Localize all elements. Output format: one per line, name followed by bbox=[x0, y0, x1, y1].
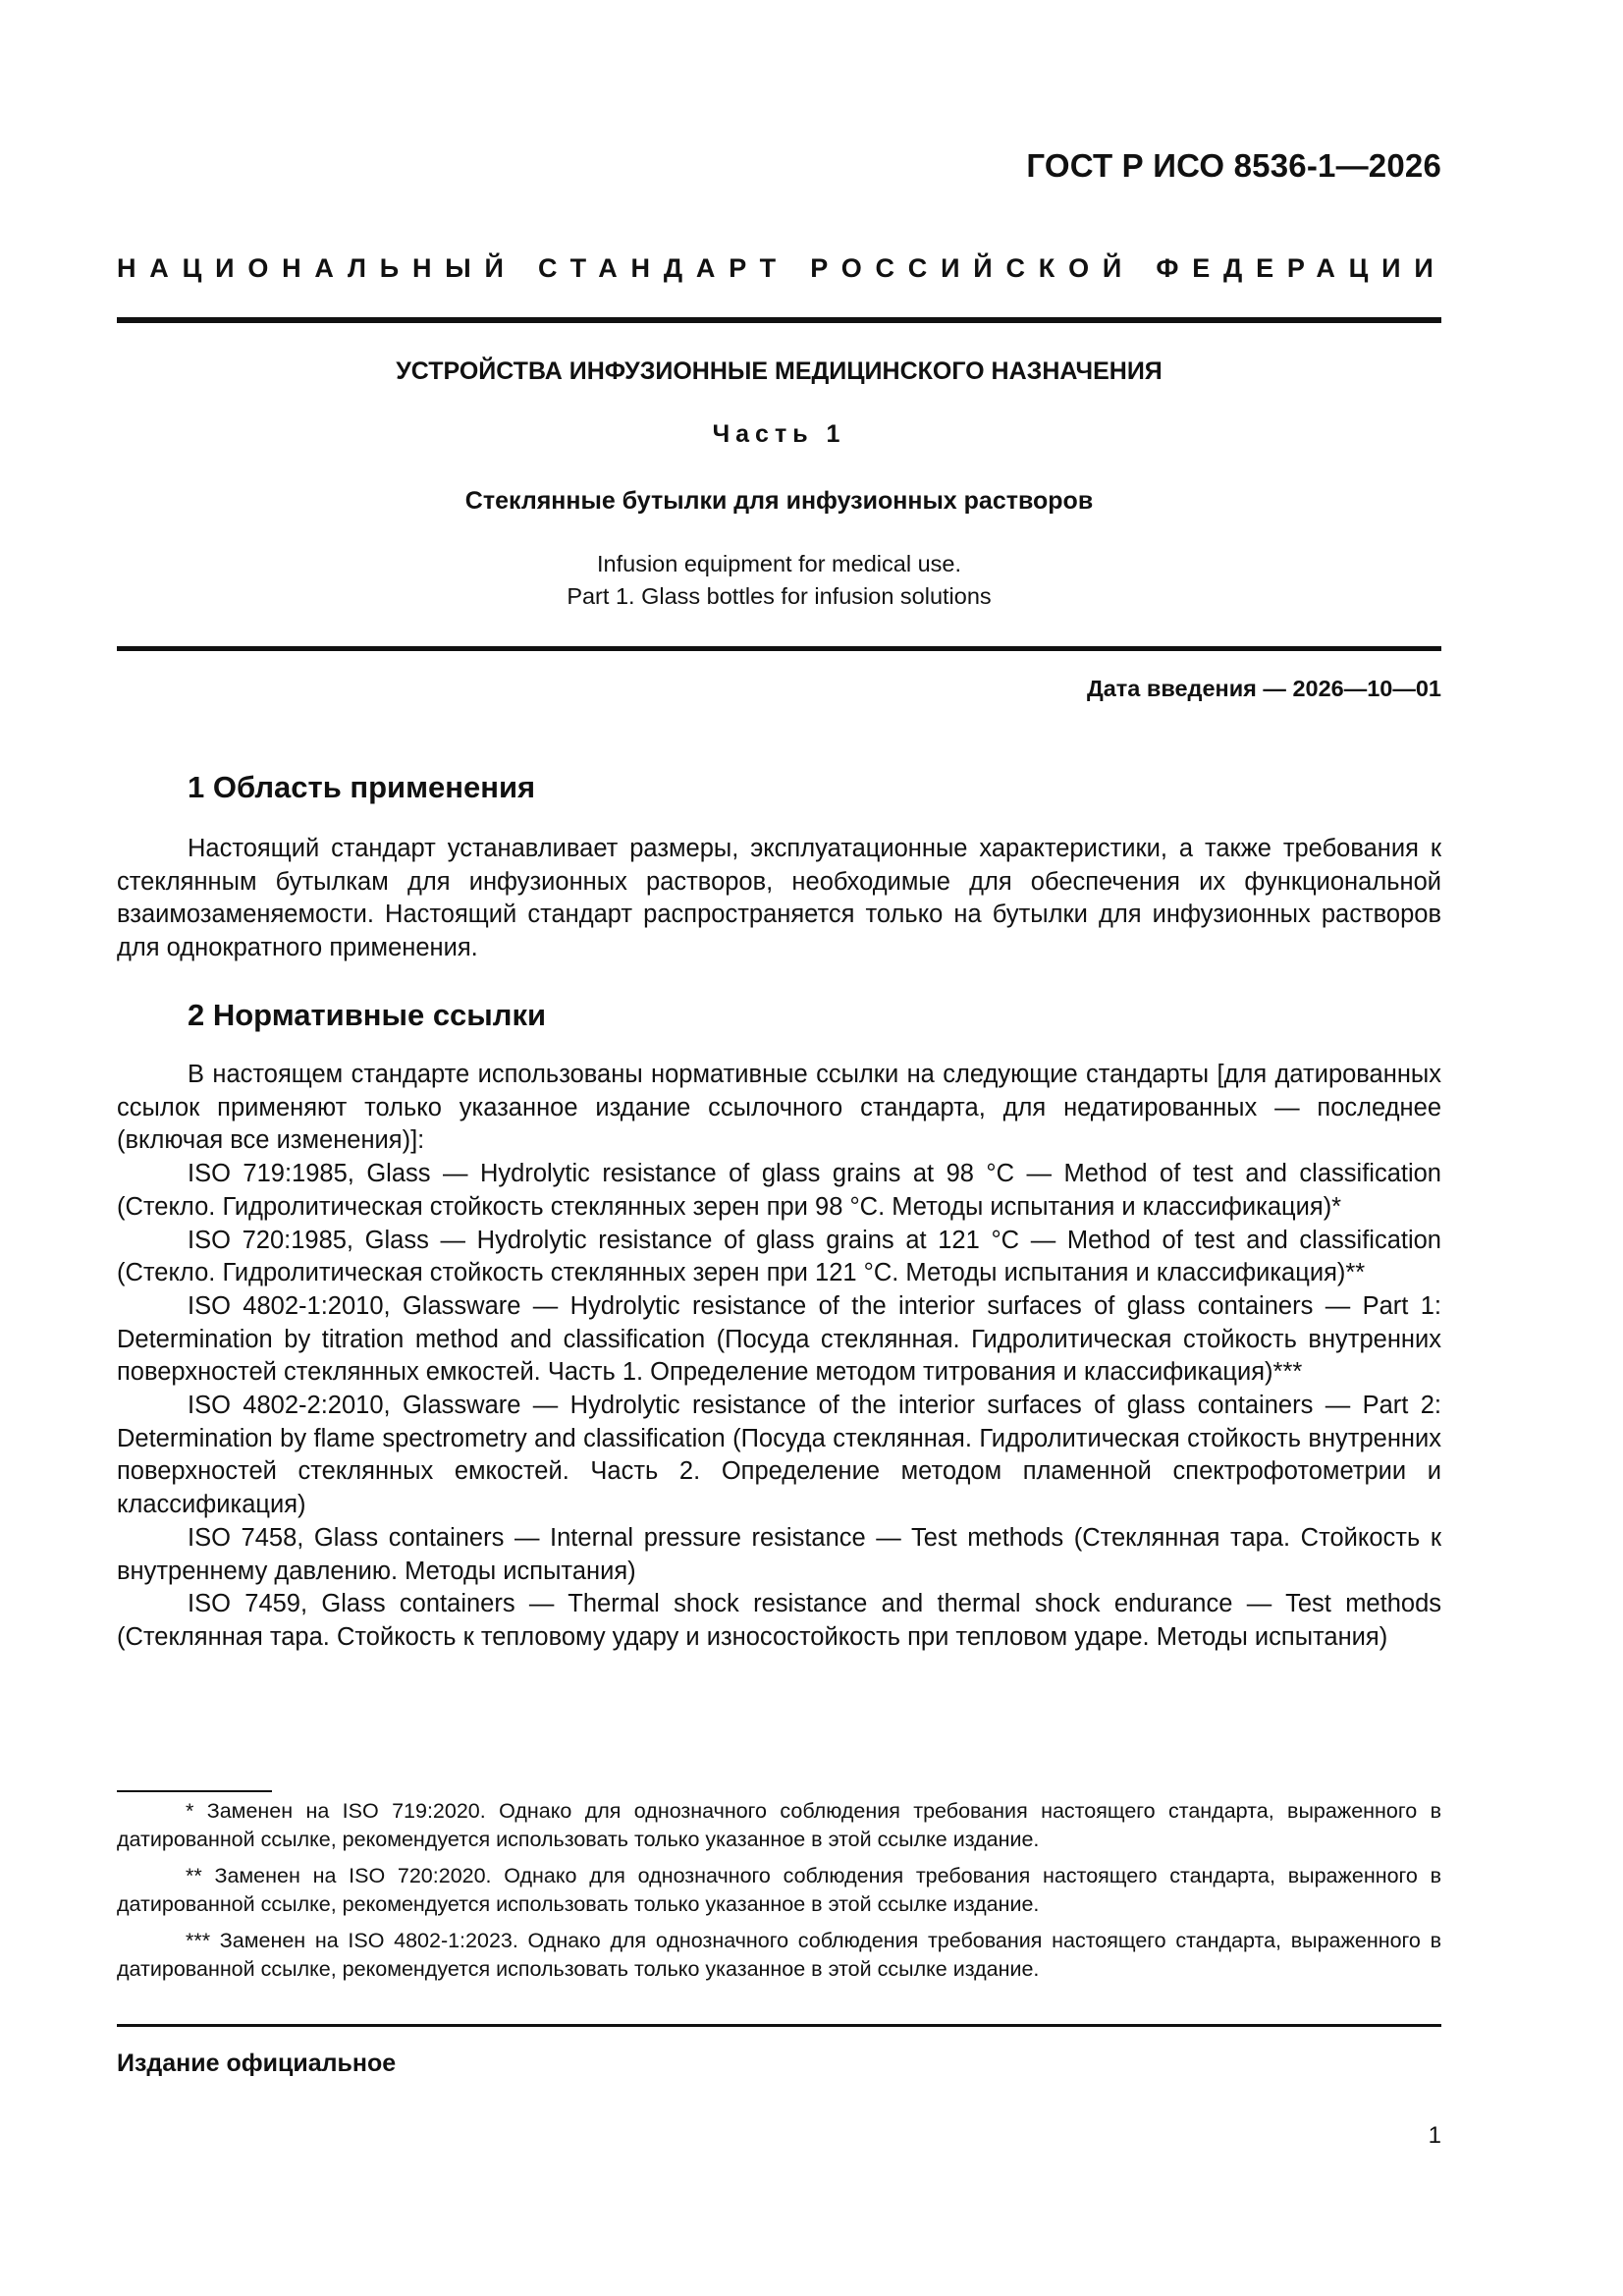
reference-item: ISO 719:1985, Glass — Hydrolytic resistance of glass grains at 98 °C — Method of test and classification (Стекло. Гидролитическая стойкость стеклянных зерен при 98 °С. Методы испытания и классификация)* bbox=[117, 1160, 1441, 1221]
footnote: ** Заменен на ISO 720:2020. Однако для однозначного соблюдения требования настоящего стандарта, выраженного в датированной ссылке, рекомендуется использовать только указанное в этой ссылке издание. bbox=[117, 1864, 1441, 1916]
footnote-separator bbox=[117, 1790, 272, 1792]
normative-references-body bbox=[117, 1059, 1441, 1655]
document-code: ГОСТ Р ИСО 8536-1—2026 bbox=[1026, 147, 1441, 184]
english-title-line-2: Part 1. Glass bottles for infusion solutions bbox=[567, 583, 992, 609]
reference-item: ISO 7459, Glass containers — Thermal shock resistance and thermal shock endurance — Test methods (Стеклянная тара. Стойкость к тепловому удару и износостойкость при тепловом ударе. Методы испытания) bbox=[117, 1590, 1441, 1651]
section-heading-normative-references: 2 Нормативные ссылки bbox=[188, 998, 547, 1032]
footer-divider bbox=[117, 2024, 1441, 2027]
section-heading-scope: 1 Область применения bbox=[188, 770, 536, 804]
english-title-line-1: Infusion equipment for medical use. bbox=[597, 551, 961, 576]
english-title bbox=[117, 548, 1441, 613]
edition-label: Издание официальное bbox=[117, 2050, 397, 2077]
standard-title: УСТРОЙСТВА ИНФУЗИОННЫЕ МЕДИЦИНСКОГО НАЗНАЧЕНИЯ bbox=[396, 357, 1163, 385]
top-divider bbox=[117, 317, 1441, 323]
page-number: 1 bbox=[1428, 2122, 1441, 2149]
title-divider bbox=[117, 646, 1441, 651]
footnotes bbox=[117, 1797, 1441, 1992]
reference-item: ISO 4802-1:2010, Glassware — Hydrolytic resistance of the interior surfaces of glass containers — Part 1: Determination by titration method and classification (Посуда стеклянная. Гидролитическая стойкость внутренних поверхностей стеклянных емкостей. Часть 1. Определение методом титрования и классификация)*** bbox=[117, 1291, 1441, 1387]
standard-subtitle: Стеклянные бутылки для инфузионных растворов bbox=[464, 487, 1094, 515]
reference-item: ISO 4802-2:2010, Glassware — Hydrolytic resistance of the interior surfaces of glass containers — Part 2: Determination by flame spectrometry and classification (Посуда стеклянная. Гидролитическая стойкость внутренних поверхностей стеклянных емкостей. Часть 2. Определение методом пламенной спектрофотометрии и классификация) bbox=[117, 1392, 1441, 1519]
paragraph: Настоящий стандарт устанавливает размеры, эксплуатационные характеристики, а также требования к стеклянным бутылкам для инфузионных растворов, необходимые для обеспечения их функциональной взаимозаменяемости. Настоящий стандарт распространяется только на бутылки для инфузионных растворов для однократного применения. bbox=[117, 835, 1441, 962]
introduction-date: Дата введения — 2026—10—01 bbox=[1086, 676, 1441, 701]
footnote: * Заменен на ISO 719:2020. Однако для однозначного соблюдения требования настоящего стандарта, выраженного в датированной ссылке, рекомендуется использовать только указанное в этой ссылке издание. bbox=[117, 1799, 1441, 1851]
part-label: Часть 1 bbox=[712, 420, 846, 448]
footnote: *** Заменен на ISO 4802-1:2023. Однако для однозначного соблюдения требования настоящего стандарта, выраженного в датированной ссылке, рекомендуется использовать только указанное в этой ссылке издание. bbox=[117, 1929, 1441, 1981]
scope-body bbox=[117, 833, 1441, 965]
reference-item: ISO 720:1985, Glass — Hydrolytic resistance of glass grains at 121 °C — Method of test and classification (Стекло. Гидролитическая стойкость стеклянных зерен при 121 °С. Методы испытания и классификация)** bbox=[117, 1226, 1441, 1287]
paragraph: В настоящем стандарте использованы нормативные ссылки на следующие стандарты [для датированных ссылок применяют только указанное издание ссылочного стандарта, для недатированных — последнее (включая все изменения)]: bbox=[117, 1061, 1441, 1155]
reference-item: ISO 7458, Glass containers — Internal pressure resistance — Test methods (Стеклянная тара. Стойкость к внутреннему давлению. Методы испытания) bbox=[117, 1523, 1441, 1585]
national-standard-banner: НАЦИОНАЛЬНЫЙ СТАНДАРТ РОССИЙСКОЙ ФЕДЕРАЦИИ bbox=[117, 253, 1447, 283]
